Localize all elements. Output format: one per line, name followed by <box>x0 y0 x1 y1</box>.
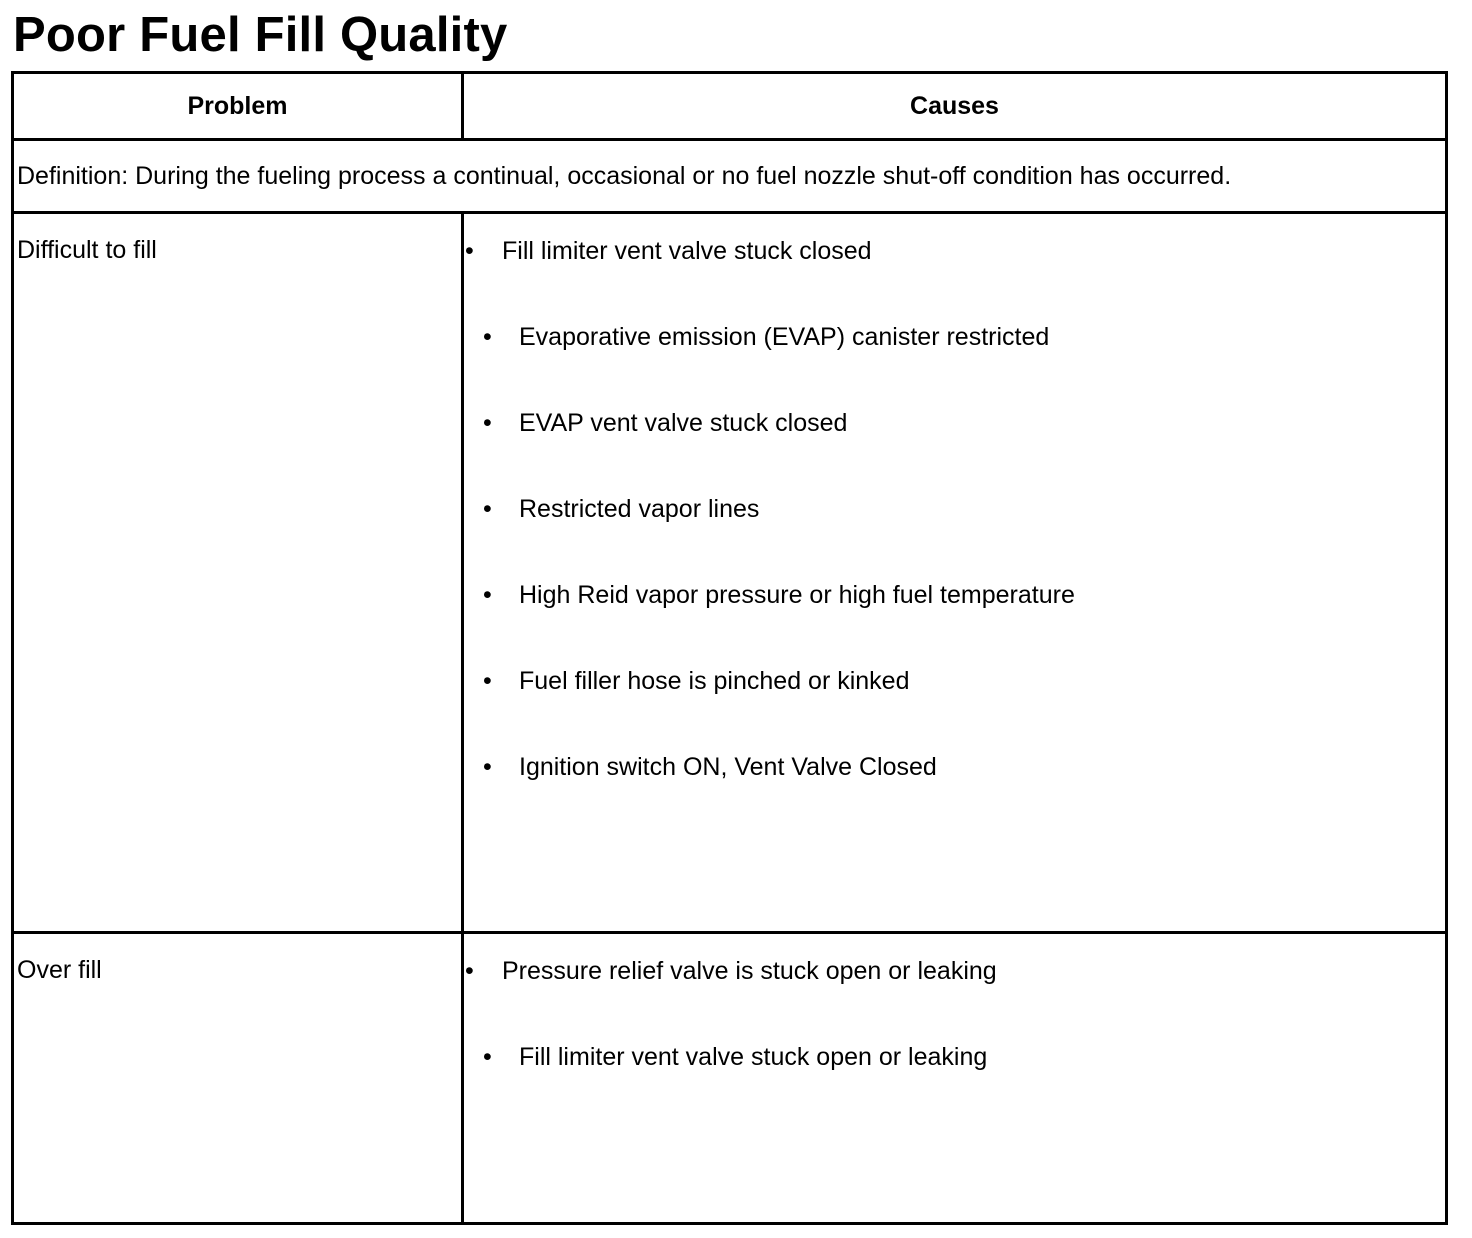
causes-cell <box>463 933 1447 1224</box>
definition-row <box>13 140 1447 213</box>
cause-text: EVAP vent valve stuck closed <box>519 409 848 437</box>
bullet-icon: • <box>483 409 492 437</box>
cause-item <box>464 752 1445 838</box>
page-title: Poor Fuel Fill Quality <box>13 8 508 62</box>
bullet-icon: • <box>465 957 474 985</box>
table-row <box>13 213 1447 933</box>
bullet-icon: • <box>483 581 492 609</box>
definition-text: Definition: During the fueling process a continual, occasional or no fuel nozzle shut-off condition has occurred. <box>13 140 1447 213</box>
bullet-icon: • <box>483 495 492 523</box>
cause-item <box>464 494 1445 580</box>
bullet-icon: • <box>483 667 492 695</box>
cause-item <box>464 236 1445 322</box>
cause-text: Fill limiter vent valve stuck closed <box>502 237 872 265</box>
problem-cell: Over fill <box>13 933 463 1224</box>
cause-text: Pressure relief valve is stuck open or leaking <box>502 957 997 985</box>
header-causes: Causes <box>463 73 1447 140</box>
bullet-icon: • <box>483 323 492 351</box>
cause-item <box>464 666 1445 752</box>
header-problem: Problem <box>13 73 463 140</box>
cause-text: High Reid vapor pressure or high fuel temperature <box>519 581 1075 609</box>
cause-item <box>464 408 1445 494</box>
cause-text: Evaporative emission (EVAP) canister restricted <box>519 323 1050 351</box>
bullet-icon: • <box>483 1043 492 1071</box>
problem-cell: Difficult to fill <box>13 213 463 933</box>
cause-item <box>464 322 1445 408</box>
bullet-icon: • <box>483 753 492 781</box>
diagnosis-table <box>11 71 1448 1225</box>
cause-text: Restricted vapor lines <box>519 495 760 523</box>
table-row <box>13 933 1447 1224</box>
cause-item <box>464 580 1445 666</box>
bullet-icon: • <box>465 237 474 265</box>
cause-text: Fuel filler hose is pinched or kinked <box>519 667 910 695</box>
cause-item <box>464 1042 1445 1128</box>
table-header-row <box>13 73 1447 140</box>
cause-text: Fill limiter vent valve stuck open or leaking <box>519 1043 988 1071</box>
cause-text: Ignition switch ON, Vent Valve Closed <box>519 753 937 781</box>
cause-item <box>464 956 1445 1042</box>
causes-cell <box>463 213 1447 933</box>
